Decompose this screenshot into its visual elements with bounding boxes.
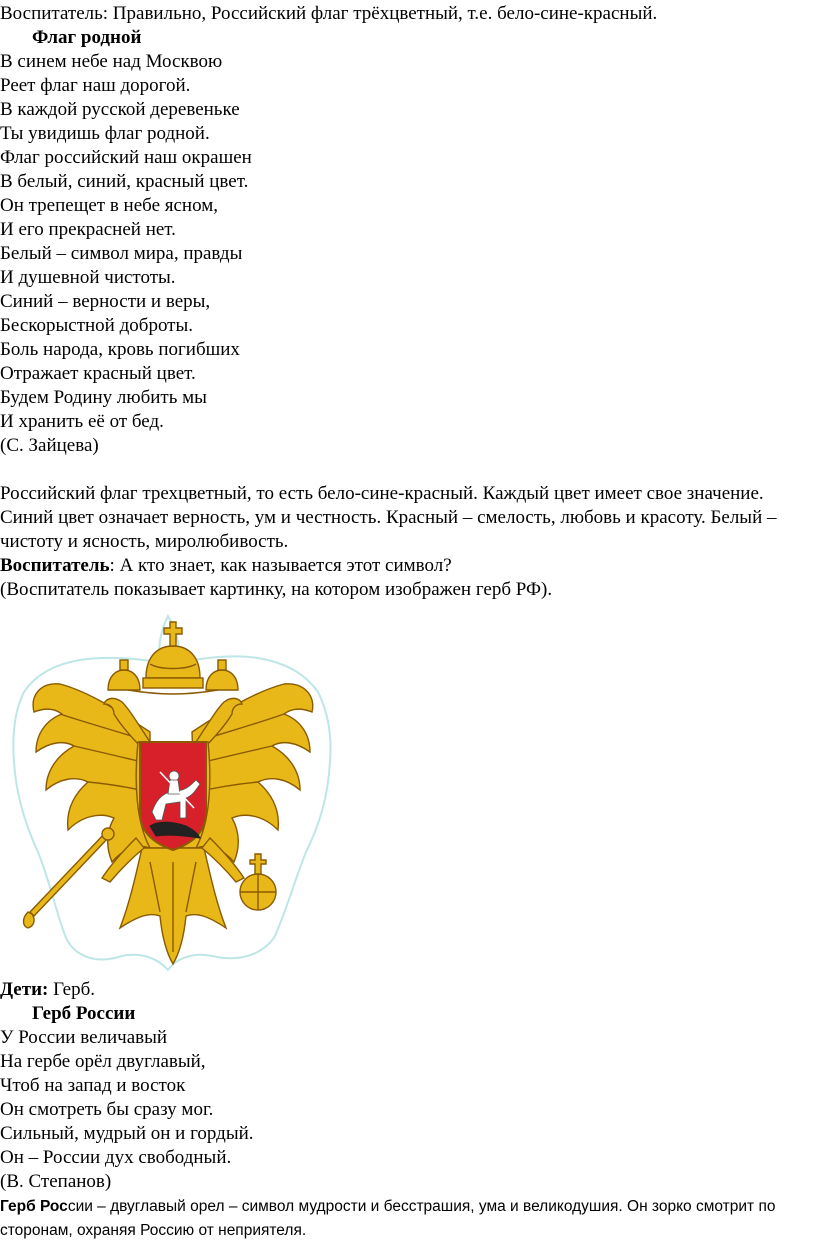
coat-of-arms-icon: [10, 612, 346, 976]
poem1-line: Отражает красный цвет.: [0, 363, 196, 384]
poem1-line: Белый – символ мира, правды: [0, 243, 243, 264]
poem1-line: И хранить её от бед.: [0, 411, 164, 432]
answer-line: [0, 978, 95, 1002]
poem1-line: В белый, синий, красный цвет.: [0, 171, 249, 192]
poem1-author: (С. Зайцева): [0, 435, 99, 456]
poem1-line: Он трепещет в небе ясном,: [0, 195, 218, 216]
poem1-line: Будем Родину любить мы: [0, 387, 207, 408]
closing-paragraph: [0, 1195, 805, 1243]
poem1-line: В синем небе над Москвою: [0, 51, 223, 72]
poem2-line: На гербе орёл двуглавый,: [0, 1051, 206, 1072]
answer-text: Герб.: [48, 979, 95, 1000]
question-text: : А кто знает, как называется этот символ?: [109, 555, 452, 576]
stage-direction: (Воспитатель показывает картинку, на котором изображен герб РФ).: [0, 579, 553, 600]
poem1-title: Флаг родной: [32, 27, 142, 48]
closing-text: сии – двуглавый орел – символ мудрости и бесстрашия, ума и великодушия. Он зорко смотрит по сторонам, охраняя Россию от неприятеля.: [0, 1198, 776, 1239]
closing-bold: Герб Рос: [0, 1198, 68, 1215]
poem1-line: И его прекрасней нет.: [0, 219, 176, 240]
question-line: [0, 554, 452, 578]
poem1-line: И душевной чистоты.: [0, 267, 176, 288]
poem1-line: Реет флаг наш дорогой.: [0, 75, 191, 96]
poem1-line: Ты увидишь флаг родной.: [0, 123, 210, 144]
poem2-title: Герб России: [32, 1003, 136, 1024]
poem2-line: Сильный, мудрый он и гордый.: [0, 1123, 254, 1144]
poem1-line: В каждой русской деревеньке: [0, 99, 240, 120]
poem2-line: Чтоб на запад и восток: [0, 1075, 186, 1096]
poem1-line: Бескорыстной доброты.: [0, 315, 194, 336]
intro-line: Воспитатель: Правильно, Российский флаг трёхцветный, т.е. бело-сине-красный.: [0, 3, 658, 24]
answer-speaker: Дети:: [0, 979, 49, 1000]
poem1-line: Синий – верности и веры,: [0, 291, 211, 312]
poem2-line: Он – России дух свободный.: [0, 1147, 232, 1168]
poem2-line: Он смотреть бы сразу мог.: [0, 1099, 214, 1120]
poem1-line: Флаг российский наш окрашен: [0, 147, 252, 168]
flag-paragraph: Российский флаг трехцветный, то есть бело-сине-красный. Каждый цвет имеет свое значение. Синий цвет означает верность, ум и честность. Красный – смелость, любовь и красоту. Белый – чистоту и ясность, миролюбивость.: [0, 483, 777, 552]
poem2-line: У России величавый: [0, 1027, 168, 1048]
poem1-line: Боль народа, кровь погибших: [0, 339, 240, 360]
poem2-author: (В. Степанов): [0, 1171, 112, 1192]
question-speaker: Воспитатель: [0, 555, 110, 576]
